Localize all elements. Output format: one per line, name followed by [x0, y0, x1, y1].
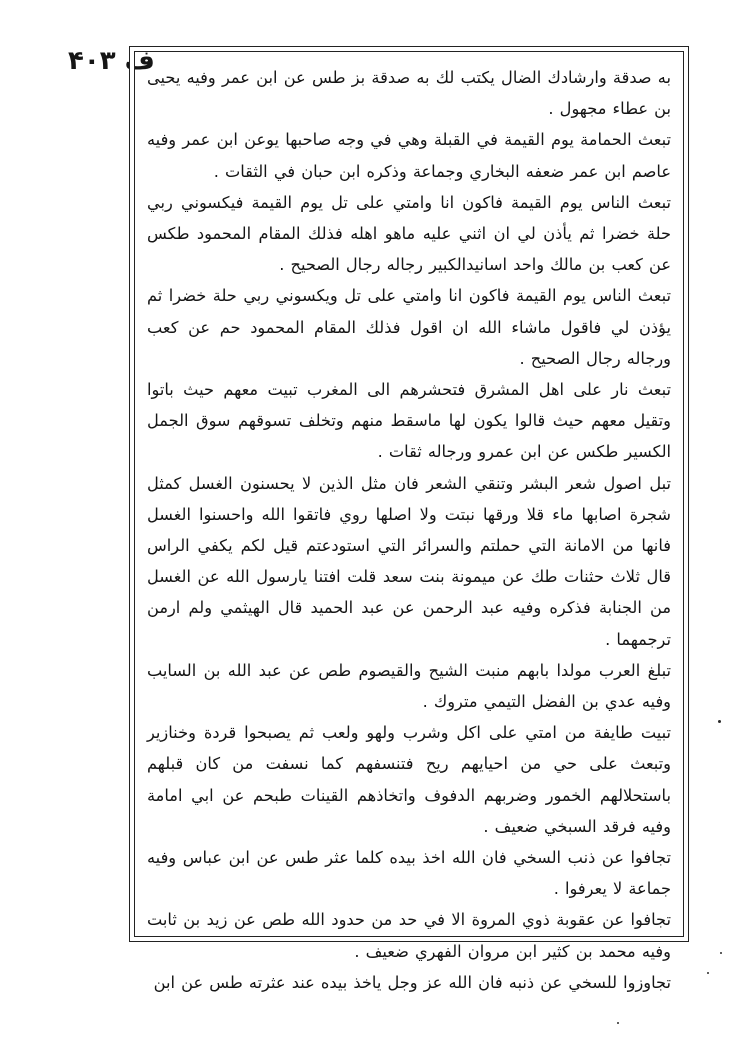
ink-speck: [617, 1022, 619, 1024]
paragraph-4: تبعث الناس يوم القيمة فاكون انا وامتي على تل ويكسوني ربي حلة خضرا ثم يؤذن لي فاقول ماشاء الله ان اقول فذلك المقام المحمود حم عن كعب ورجاله رجال الصحيح .: [147, 286, 671, 368]
paragraph-8: تبيت طايفة من امتي على اكل وشرب ولهو ولعب ثم يصبحوا قردة وخنازير وتبعث على حي من احيايهم ريح فتنسفهم كما نسفت من كان قبلهم باستحلالهم الخمور وضربهم الدفوف واتخاذهم القينات طبحم عن ابي امامة وفيه فرقد السبخي ضعيف .: [147, 723, 671, 836]
paragraph-3: تبعث الناس يوم القيمة فاكون انا وامتي على تل يوم القيمة فيكسوني ربي حلة خضرا ثم يأذن لي ان اثني عليه ماهو اهله فذلك المقام المحمود طكس عن كعب بن مالك واحد اسانيدالكبير رجاله رجال الصحيح .: [147, 192, 671, 275]
page-number: ف ۴۰۳: [68, 46, 155, 76]
paragraph-11: تجاوزوا للسخي عن ذنبه فان الله عز وجل ياخذ بيده عند عثرته طس عن ابن: [153, 972, 671, 992]
ink-speck: [718, 720, 721, 723]
ink-speck: [720, 952, 722, 954]
paragraph-10: تجافوا عن عقوبة ذوي المروة الا في حد من حدود الله طص عن زيد بن ثابت وفيه محمد بن كثير ابن مروان الفهري ضعيف .: [147, 910, 671, 961]
paragraph-5: تبعث نار على اهل المشرق فتحشرهم الى المغرب تبيت معهم حيث باتوا وتقيل معهم حيث قالوا يكون لها ماسقط منهم وتخلف تسوقهم سوق الجمل الكسير طكس عن ابن عمرو ورجاله ثقات .: [147, 380, 671, 462]
paragraph-7: تبلغ العرب مولدا بابهم منبت الشيح والقيصوم طص عن عبد الله بن السايب وفيه عدي بن الفضل التيمي متروك .: [147, 660, 671, 712]
paragraph-9: تجافوا عن ذنب السخي فان الله اخذ بيده كلما عثر طس عن ابن عباس وفيه جماعة لا يعرفوا .: [147, 848, 671, 899]
paragraph-2: تبعث الحمامة يوم القيمة في القبلة وهي في وجه صاحبها يوعن ابن عمر وفيه عاصم ابن عمر ضعفه البخاري وجماعة وذكره ابن حبان في الثقات .: [147, 130, 671, 181]
paragraph-1: به صدقة وارشادك الضال يكتب لك به صدقة بز طس عن ابن عمر وفيه يحيى بن عطاء مجهول .: [147, 68, 671, 119]
manuscript-body: [147, 62, 671, 998]
manuscript-frame: [134, 51, 684, 992]
ink-speck: [707, 972, 709, 974]
paragraph-6: تبل اصول شعر البشر وتنقي الشعر فان مثل الذين لا يحسنون الغسل كمثل شجرة اصابها ماء قلا ورقها نبتت ولا اصلها روي فاتقوا الله واحسنوا الغسل فانها من الامانة التي حملتم والسرائر التي استودعتم قيل لكم يكفي الراس قال ثلاث حثنات طك عن ميمونة بنت سعد قلت افتنا يارسول الله عن الغسل من الجنابة فذكره وفيه عبد الرحمن عن عبد الحميد قال الهيثمي ولم ارمن ترجمهما .: [147, 473, 671, 649]
